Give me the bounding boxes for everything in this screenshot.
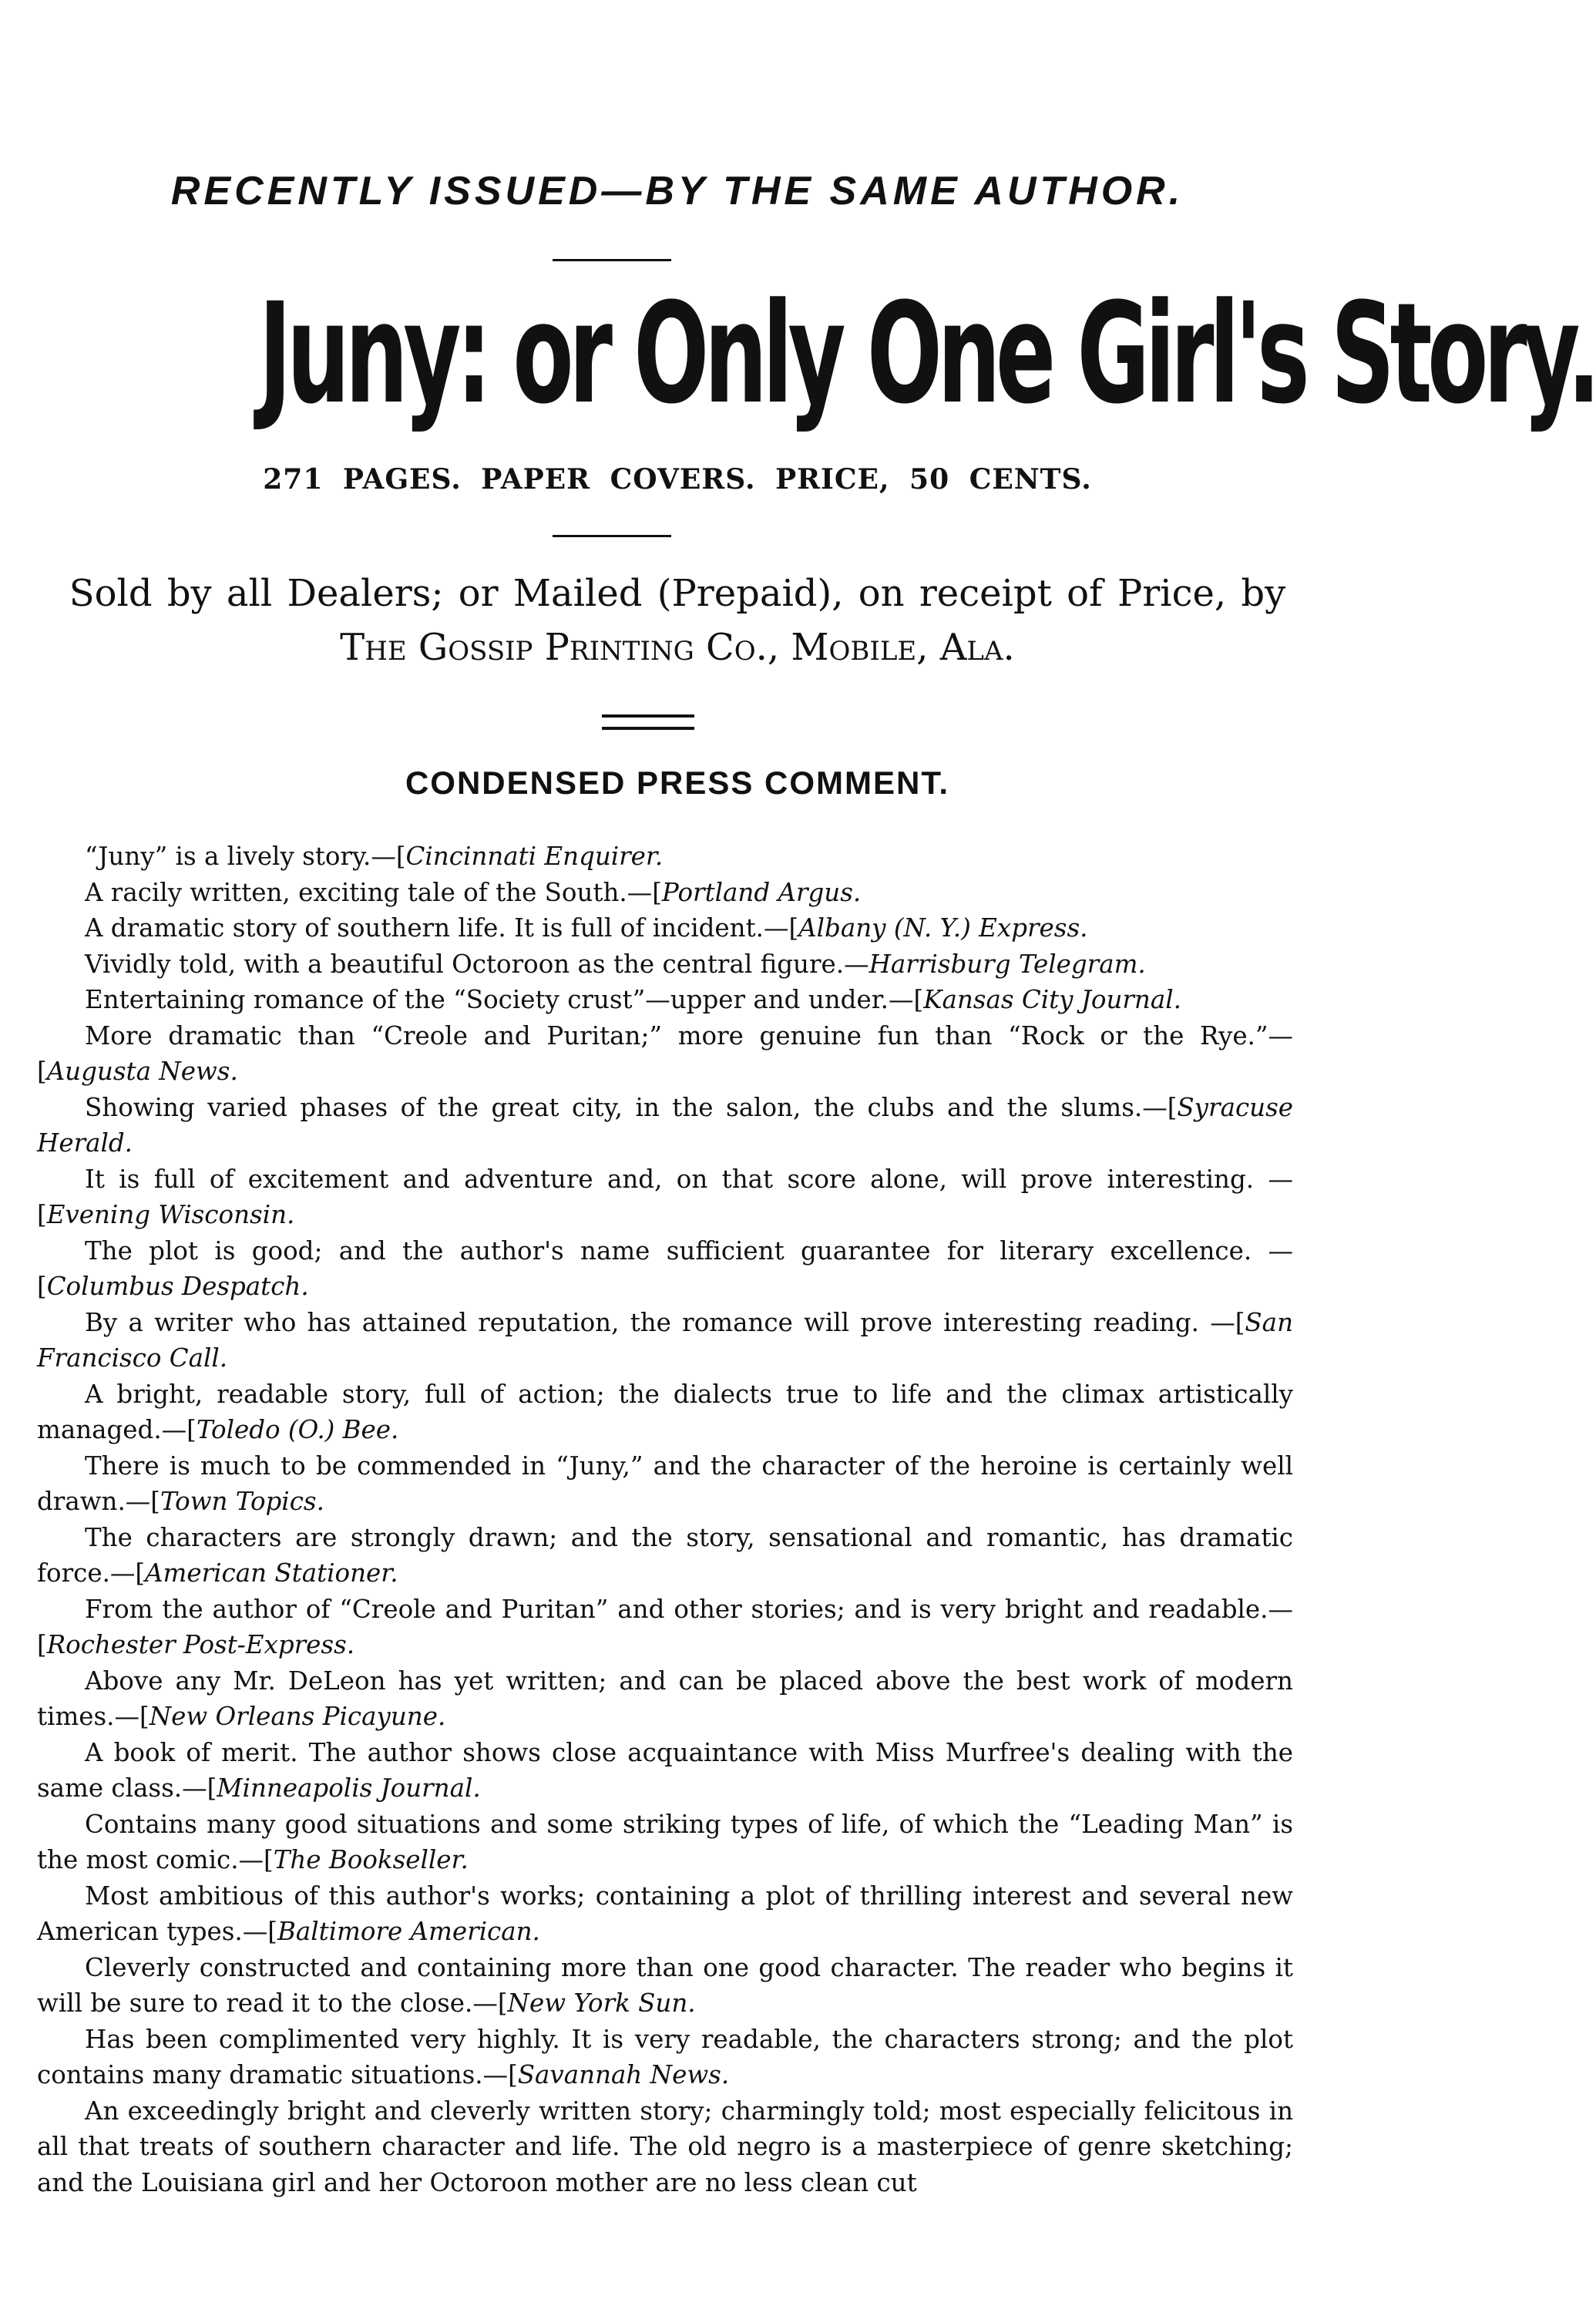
comment-source: Kansas City Journal. xyxy=(923,985,1181,1014)
comment-source: Syracuse Herald. xyxy=(37,1092,1293,1158)
comment-text: The characters are strongly drawn; and the story, sensational and romantic, has dramatic force.—[ xyxy=(37,1522,1293,1588)
comment-text: There is much to be commended in “Juny,” and the character of the heroine is certainly well drawn.—[ xyxy=(37,1450,1293,1516)
comment-source: Portland Argus. xyxy=(661,877,862,907)
press-comment xyxy=(37,1377,1293,1448)
comment-text: A bright, readable story, full of action; the dialects true to life and the climax artistically managed.—[ xyxy=(37,1379,1293,1444)
comment-text: Has been complimented very highly. It is very readable, the characters strong; and the plot contains many dramatic situations.—[ xyxy=(37,2024,1293,2089)
comment-text: It is full of excitement and adventure and, on that score alone, will prove interesting. —[ xyxy=(37,1164,1293,1229)
comment-source: Toledo (O.) Bee. xyxy=(196,1415,399,1444)
comment-source: Albany (N. Y.) Express. xyxy=(798,913,1088,943)
comment-text: More dramatic than “Creole and Puritan;” more genuine fun than “Rock or the Rye.”—[ xyxy=(37,1020,1293,1086)
double-rule-top xyxy=(602,714,694,718)
press-comment xyxy=(37,839,1293,875)
comment-source: Harrisburg Telegram. xyxy=(869,949,1146,979)
comment-source: San Francisco Call. xyxy=(37,1307,1293,1373)
comment-text: “Juny” is a lively story.—[ xyxy=(85,842,406,871)
comment-text: Above any Mr. DeLeon has yet written; and can be placed above the best work of modern times.—[ xyxy=(37,1666,1293,1731)
comment-text: Vividly told, with a beautiful Octoroon as the central figure.— xyxy=(85,949,869,979)
press-comment xyxy=(37,1807,1293,1878)
press-comment xyxy=(37,1305,1293,1377)
press-comment xyxy=(37,1090,1293,1161)
press-comment xyxy=(37,1018,1293,1090)
press-comment xyxy=(37,1161,1293,1233)
press-comment xyxy=(37,2022,1293,2093)
divider-rule xyxy=(553,259,671,261)
recently-issued-heading: RECENTLY ISSUED—BY THE SAME AUTHOR. xyxy=(170,169,1184,213)
comment-source: New Orleans Picayune. xyxy=(149,1702,446,1731)
press-comment xyxy=(37,1233,1293,1305)
comment-source: Savannah News. xyxy=(517,2060,730,2089)
press-comment xyxy=(37,2093,1293,2201)
press-comment xyxy=(37,910,1293,946)
press-comments-list xyxy=(37,839,1293,2200)
comment-text: Entertaining romance of the “Society crust”—upper and under.—[ xyxy=(85,985,924,1014)
press-comment xyxy=(37,875,1293,911)
comment-source: American Stationer. xyxy=(145,1558,398,1588)
comment-text: From the author of “Creole and Puritan” and other stories; and is very bright and readable.—[ xyxy=(37,1594,1293,1659)
comment-text: A racily written, exciting tale of the South.—[ xyxy=(85,877,662,907)
comment-text: The plot is good; and the author's name sufficient guarantee for literary excellence. —[ xyxy=(37,1235,1293,1301)
press-comment xyxy=(37,982,1293,1018)
double-rule-bottom xyxy=(602,727,694,730)
comment-source: Minneapolis Journal. xyxy=(217,1773,481,1803)
price-line: 271 PAGES. PAPER COVERS. PRICE, 50 CENTS. xyxy=(263,463,1092,496)
divider-rule xyxy=(553,535,671,537)
comment-text: Showing varied phases of the great city, in the salon, the clubs and the slums.—[ xyxy=(85,1092,1178,1122)
comment-source: Town Topics. xyxy=(160,1487,324,1516)
sold-by-line: Sold by all Dealers; or Mailed (Prepaid), on receipt of Price, by xyxy=(69,572,1286,615)
press-comment xyxy=(37,1592,1293,1663)
press-comment xyxy=(37,1663,1293,1735)
press-comment xyxy=(37,1520,1293,1592)
press-comment-heading: CONDENSED PRESS COMMENT. xyxy=(405,765,950,801)
comment-text: Cleverly constructed and containing more than one good character. The reader who begins it will be sure to read it to the close.—[ xyxy=(37,1952,1293,2018)
comment-text: A book of merit. The author shows close acquaintance with Miss Murfree's dealing with the same class.—[ xyxy=(37,1737,1293,1803)
comment-text: A dramatic story of southern life. It is full of incident.—[ xyxy=(85,913,799,943)
comment-source: Augusta News. xyxy=(46,1057,238,1086)
comment-text: An exceedingly bright and cleverly written story; charmingly told; most especially felicitous in all that treats of southern character and life. The old negro is a masterpiece of genre sketching; and the Louisiana girl and her Octoroon mother are no less clean cut xyxy=(37,2096,1293,2197)
comment-source: Evening Wisconsin. xyxy=(46,1200,295,1229)
comment-text: Contains many good situations and some striking types of life, of which the “Leading Man” is the most comic.—[ xyxy=(37,1809,1293,1874)
press-comment xyxy=(37,946,1293,983)
comment-text: Most ambitious of this author's works; containing a plot of thrilling interest and several new American types.—[ xyxy=(37,1881,1293,1946)
comment-text: By a writer who has attained reputation, the romance will prove interesting reading. —[ xyxy=(85,1307,1245,1337)
press-comment xyxy=(37,1950,1293,2022)
press-comment xyxy=(37,1735,1293,1807)
comment-source: Baltimore American. xyxy=(277,1917,540,1946)
book-title: Juny: or Only One Girl's Story. xyxy=(258,274,1596,435)
comment-source: Cincinnati Enquirer. xyxy=(405,842,664,871)
press-comment xyxy=(37,1448,1293,1520)
comment-source: The Bookseller. xyxy=(273,1845,469,1874)
comment-source: Columbus Despatch. xyxy=(46,1272,309,1301)
publisher-line: The Gossip Printing Co., Mobile, Ala. xyxy=(340,626,1015,669)
comment-source: New York Sun. xyxy=(507,1988,696,2018)
comment-source: Rochester Post-Express. xyxy=(46,1630,355,1659)
press-comment xyxy=(37,1878,1293,1950)
